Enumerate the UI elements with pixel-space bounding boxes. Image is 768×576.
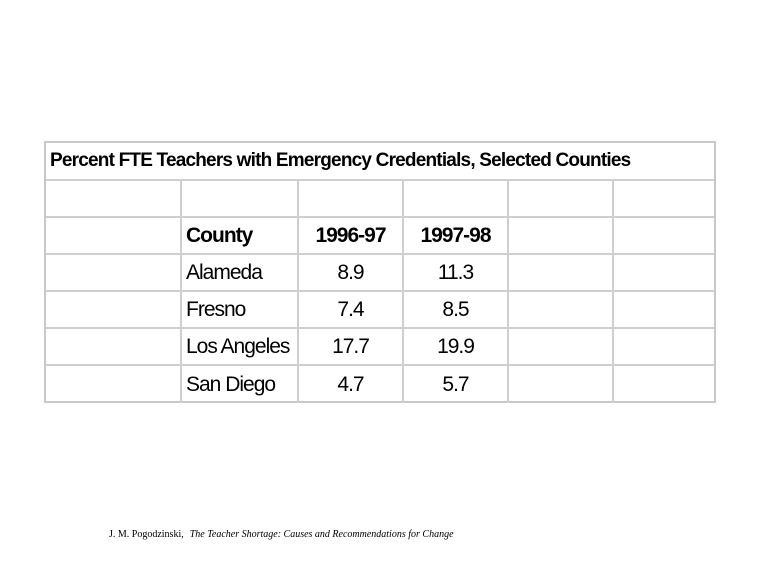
cell-empty [509,292,614,327]
value-1997-98: 11.3 [404,255,509,290]
county-name: Los Angeles [182,329,299,364]
cell-empty [46,181,182,216]
table-row [46,329,714,366]
value-1996-97: 17.7 [299,329,404,364]
cell-empty [509,255,614,290]
cell-empty [299,181,404,216]
value-1997-98: 8.5 [404,292,509,327]
cell-empty [404,181,509,216]
cell-empty [46,366,182,403]
empty-row [46,181,714,218]
value-1997-98: 5.7 [404,366,509,403]
header-row [46,218,714,255]
footer-author: J. M. Pogodzinski, [109,529,184,540]
county-name: San Diego [182,366,299,403]
table-row [46,366,714,403]
cell-empty [509,366,614,403]
header-county: County [182,218,299,253]
value-1996-97: 7.4 [299,292,404,327]
cell-empty [614,255,714,290]
value-1996-97: 4.7 [299,366,404,403]
cell-empty [46,255,182,290]
value-1996-97: 8.9 [299,255,404,290]
cell-empty [614,329,714,364]
table-title: Percent FTE Teachers with Emergency Credentials, Selected Counties [50,150,631,171]
cell-empty [509,218,614,253]
cell-empty [46,292,182,327]
table-row [46,292,714,329]
header-1996-97: 1996-97 [299,218,404,253]
spreadsheet-table [44,141,716,403]
cell-empty [46,218,182,253]
header-1997-98: 1997-98 [404,218,509,253]
cell-empty [509,181,614,216]
citation-footer [109,529,454,540]
title-row [46,143,714,181]
county-name: Alameda [182,255,299,290]
cell-empty [614,218,714,253]
cell-empty [509,329,614,364]
cell-empty [614,292,714,327]
value-1997-98: 19.9 [404,329,509,364]
cell-empty [182,181,299,216]
footer-book-title: The Teacher Shortage: Causes and Recommendations for Change [189,529,454,540]
cell-empty [614,181,714,216]
table-row [46,255,714,292]
county-name: Fresno [182,292,299,327]
cell-empty [46,329,182,364]
cell-empty [614,366,714,403]
